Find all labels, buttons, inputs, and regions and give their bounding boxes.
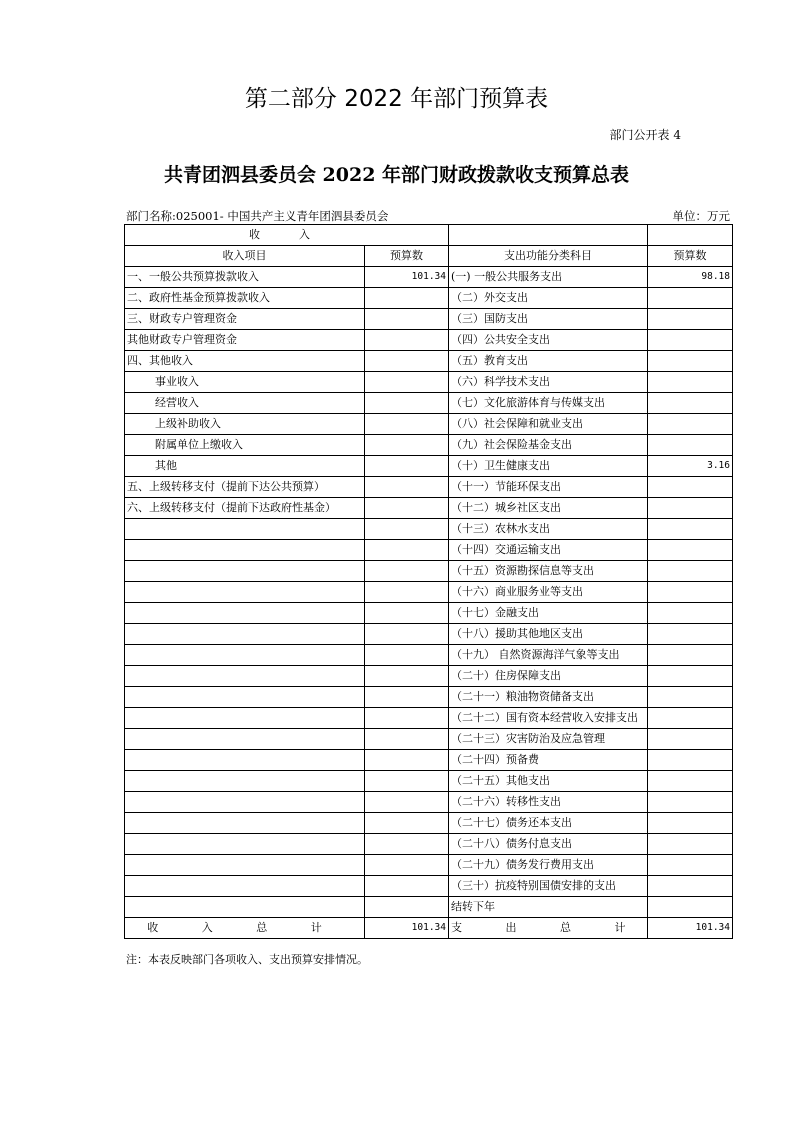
income-item-cell [125,855,365,876]
income-value-cell [365,876,449,897]
expense-value-cell [648,813,733,834]
expense-value-cell [648,519,733,540]
department-name: 部门名称:025001- 中国共产主义青年团泗县委员会 [126,209,389,223]
expense-item-cell: （五）教育支出 [449,351,648,372]
income-value-cell [365,288,449,309]
page-title: 共青团泗县委员会 2022 年部门财政拨款收支预算总表 [163,164,630,186]
income-value-cell [365,351,449,372]
income-value-cell [365,666,449,687]
total-row [125,918,733,939]
table-row [125,624,733,645]
table-row [125,477,733,498]
expense-value-cell [648,477,733,498]
expense-item-cell: （三十）抗疫特别国债安排的支出 [449,876,648,897]
table-row [125,582,733,603]
income-item-cell [125,645,365,666]
expense-item-cell: （十二）城乡社区支出 [449,498,648,519]
income-item-cell [125,519,365,540]
total-expense-label: 支 出 总 计 [449,918,648,939]
expense-item-cell: （二十一）粮油物资储备支出 [449,687,648,708]
income-value-cell [365,477,449,498]
income-item-cell: 四、其他收入 [125,351,365,372]
table-row [125,603,733,624]
table-row [125,897,733,918]
expense-value-cell [648,498,733,519]
income-value-cell [365,624,449,645]
expense-item-cell: （四）公共安全支出 [449,330,648,351]
income-value-cell [365,750,449,771]
expense-value-cell [648,645,733,666]
expense-value-cell [648,792,733,813]
income-value-cell [365,729,449,750]
table-row [125,267,733,288]
income-item-cell: 一、一般公共预算拨款收入 [125,267,365,288]
income-item-cell [125,561,365,582]
expense-value-cell [648,624,733,645]
expense-value-cell [648,351,733,372]
table-row [125,708,733,729]
expense-item-cell: （十九） 自然资源海洋气象等支出 [449,645,648,666]
income-value-cell [365,834,449,855]
income-value-cell [365,561,449,582]
expense-value-cell [648,603,733,624]
income-value-cell [365,540,449,561]
expense-value-cell [648,771,733,792]
expense-item-cell: （八）社会保障和就业支出 [449,414,648,435]
income-item-cell [125,729,365,750]
expense-item-cell: （二十七）债务还本支出 [449,813,648,834]
form-number: 部门公开表 4 [609,128,681,142]
expense-item-cell: （二十）住房保障支出 [449,666,648,687]
table-row [125,813,733,834]
income-item-cell: 附属单位上缴收入 [125,435,365,456]
income-value-cell [365,519,449,540]
expense-value-cell [648,414,733,435]
income-value-cell [365,897,449,918]
income-value-cell [365,813,449,834]
table-row [125,351,733,372]
table-row [125,561,733,582]
table-row [125,540,733,561]
expense-item-cell: （二十八）债务付息支出 [449,834,648,855]
group-header-row [125,225,733,246]
income-value-cell [365,498,449,519]
table-row [125,834,733,855]
income-value-cell [365,309,449,330]
income-value-cell: 101.34 [365,267,449,288]
expense-value-cell [648,876,733,897]
expense-item-cell: (一) 一般公共服务支出 [449,267,648,288]
expense-item-cell: （十五）资源勘探信息等支出 [449,561,648,582]
income-item-cell: 二、政府性基金预算拨款收入 [125,288,365,309]
income-item-cell: 六、上级转移支付（提前下达政府性基金） [125,498,365,519]
expense-item-cell: 结转下年 [449,897,648,918]
income-item-cell [125,876,365,897]
income-value-cell [365,393,449,414]
table-row [125,288,733,309]
income-item-cell: 经营收入 [125,393,365,414]
expense-value-cell: 3.16 [648,456,733,477]
income-item-cell [125,624,365,645]
income-item-cell: 三、财政专户管理资金 [125,309,365,330]
col-expense-item: 支出功能分类科目 [449,246,648,267]
table-note: 注：本表反映部门各项收入、支出预算安排情况。 [126,953,368,966]
income-item-cell [125,540,365,561]
table-row [125,876,733,897]
expense-value-cell [648,855,733,876]
income-item-cell [125,582,365,603]
total-income-label: 收 入 总 计 [125,918,365,939]
expense-value-cell [648,393,733,414]
income-item-cell [125,771,365,792]
table-row [125,414,733,435]
expense-item-cell: （十七）金融支出 [449,603,648,624]
col-expense-budget: 预算数 [648,246,733,267]
income-item-cell [125,792,365,813]
income-item-cell [125,897,365,918]
expense-item-cell: （二十九）债务发行费用支出 [449,855,648,876]
income-value-cell [365,771,449,792]
income-value-cell [365,414,449,435]
income-value-cell [365,330,449,351]
expense-item-cell: （二十二）国有资本经营收入安排支出 [449,708,648,729]
table-row [125,750,733,771]
expense-item-cell: （二十三）灾害防治及应急管理 [449,729,648,750]
expense-value-cell [648,288,733,309]
expense-item-cell: （十四）交通运输支出 [449,540,648,561]
expense-value-cell [648,897,733,918]
income-value-cell [365,855,449,876]
expense-value-cell [648,540,733,561]
column-header-row [125,246,733,267]
income-value-cell [365,603,449,624]
part-title: 第二部分 2022 年部门预算表 [244,86,549,112]
expense-item-cell: （二十六）转移性支出 [449,792,648,813]
table-row [125,519,733,540]
expense-item-cell: （三）国防支出 [449,309,648,330]
table-row [125,435,733,456]
table-row [125,792,733,813]
expense-item-cell: （十八）援助其他地区支出 [449,624,648,645]
income-value-cell [365,687,449,708]
income-value-cell [365,708,449,729]
income-group-header: 收 入 [125,225,449,246]
income-item-cell: 事业收入 [125,372,365,393]
expense-item-cell: （十三）农林水支出 [449,519,648,540]
expense-group-header-blank [648,225,733,246]
income-value-cell [365,456,449,477]
expense-group-header [449,225,648,246]
income-item-cell [125,666,365,687]
expense-item-cell: （十）卫生健康支出 [449,456,648,477]
income-value-cell [365,582,449,603]
income-item-cell: 上级补助收入 [125,414,365,435]
income-value-cell [365,792,449,813]
expense-value-cell [648,435,733,456]
expense-item-cell: （二）外交支出 [449,288,648,309]
expense-value-cell [648,372,733,393]
income-item-cell: 其他财政专户管理资金 [125,330,365,351]
income-value-cell [365,372,449,393]
expense-item-cell: （十六）商业服务业等支出 [449,582,648,603]
expense-value-cell [648,729,733,750]
expense-value-cell [648,750,733,771]
expense-value-cell [648,330,733,351]
total-expense-value: 101.34 [648,918,733,939]
expense-item-cell: （九）社会保险基金支出 [449,435,648,456]
col-income-budget: 预算数 [365,246,449,267]
expense-value-cell: 98.18 [648,267,733,288]
total-income-value: 101.34 [365,918,449,939]
income-item-cell [125,834,365,855]
income-value-cell [365,645,449,666]
income-value-cell [365,435,449,456]
expense-value-cell [648,666,733,687]
table-row [125,666,733,687]
expense-item-cell: （二十四）预备费 [449,750,648,771]
table-row [125,729,733,750]
income-item-cell [125,708,365,729]
expense-value-cell [648,834,733,855]
col-income-item: 收入项目 [125,246,365,267]
expense-value-cell [648,309,733,330]
table-row [125,645,733,666]
income-item-cell [125,687,365,708]
income-item-cell [125,603,365,624]
expense-value-cell [648,687,733,708]
table-row [125,771,733,792]
income-item-cell [125,813,365,834]
expense-value-cell [648,561,733,582]
budget-table [124,224,733,939]
table-row [125,498,733,519]
expense-value-cell [648,582,733,603]
table-row [125,372,733,393]
table-row [125,456,733,477]
table-row [125,309,733,330]
table-row [125,393,733,414]
income-item-cell: 五、上级转移支付（提前下达公共预算） [125,477,365,498]
income-item-cell: 其他 [125,456,365,477]
expense-item-cell: （十一）节能环保支出 [449,477,648,498]
table-row [125,687,733,708]
expense-item-cell: （七）文化旅游体育与传媒支出 [449,393,648,414]
table-row [125,330,733,351]
income-item-cell [125,750,365,771]
expense-item-cell: （六）科学技术支出 [449,372,648,393]
expense-item-cell: （二十五）其他支出 [449,771,648,792]
table-row [125,855,733,876]
unit-label: 单位：万元 [672,209,730,223]
expense-value-cell [648,708,733,729]
